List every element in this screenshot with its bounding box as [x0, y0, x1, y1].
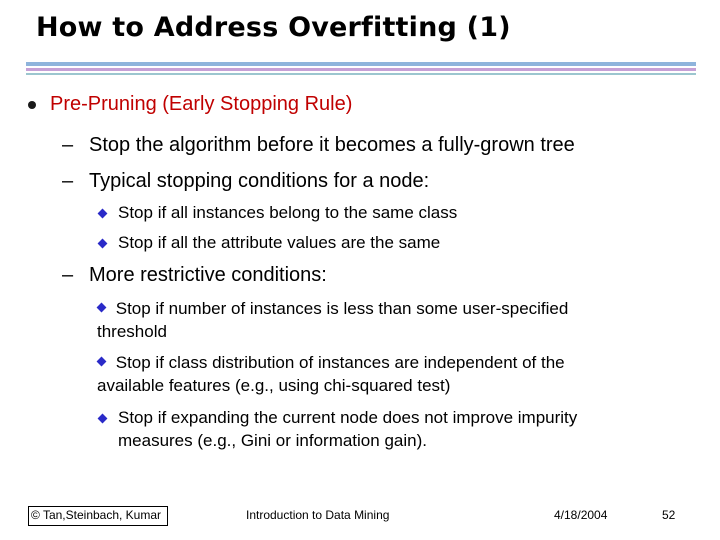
dash-icon: –: [62, 134, 74, 156]
dash-icon: –: [62, 170, 74, 192]
restrictive-condition-independence-line2: available features (e.g., using chi-squared test): [97, 376, 451, 395]
dash-icon: –: [62, 264, 74, 286]
subbullet-more-restrictive: More restrictive conditions:: [89, 264, 327, 286]
footer-book-title: Introduction to Data Mining: [246, 508, 390, 522]
title-rule-middle: [26, 68, 696, 71]
slide-title: How to Address Overfitting (1): [36, 12, 511, 43]
footer-date: 4/18/2004: [554, 508, 608, 522]
restrictive-condition-instances-text: Stop if number of instances is less than some user-specified: [115, 299, 569, 318]
restrictive-condition-instances-line1: [98, 299, 568, 319]
restrictive-condition-instances-line2: threshold: [97, 322, 167, 341]
condition-same-attribute-values: Stop if all the attribute values are the same: [118, 233, 441, 252]
subbullet-stop-algorithm: Stop the algorithm before it becomes a fully-grown tree: [89, 134, 575, 156]
restrictive-condition-independence-line1: [98, 353, 565, 373]
title-rule-bottom: [26, 73, 696, 75]
bullet-pre-pruning: Pre-Pruning (Early Stopping Rule): [50, 93, 353, 115]
bullet-dot-icon: [28, 101, 36, 109]
diamond-bullet-icon: [98, 239, 108, 249]
restrictive-condition-impurity-line1: Stop if expanding the current node does not improve impurity: [118, 408, 578, 427]
diamond-bullet-icon: [98, 209, 108, 219]
restrictive-condition-impurity-line2: measures (e.g., Gini or information gain).: [118, 431, 427, 450]
subbullet-typical-conditions: Typical stopping conditions for a node:: [89, 170, 430, 192]
condition-same-class: Stop if all instances belong to the same class: [118, 203, 458, 222]
diamond-bullet-icon: [97, 303, 107, 313]
title-rule-top: [26, 62, 696, 66]
diamond-bullet-icon: [97, 357, 107, 367]
footer-page-number: 52: [662, 508, 676, 522]
footer-authors: © Tan,Steinbach, Kumar: [31, 508, 162, 522]
restrictive-condition-independence-text: Stop if class distribution of instances are independent of the: [115, 353, 565, 372]
diamond-bullet-icon: [98, 414, 108, 424]
